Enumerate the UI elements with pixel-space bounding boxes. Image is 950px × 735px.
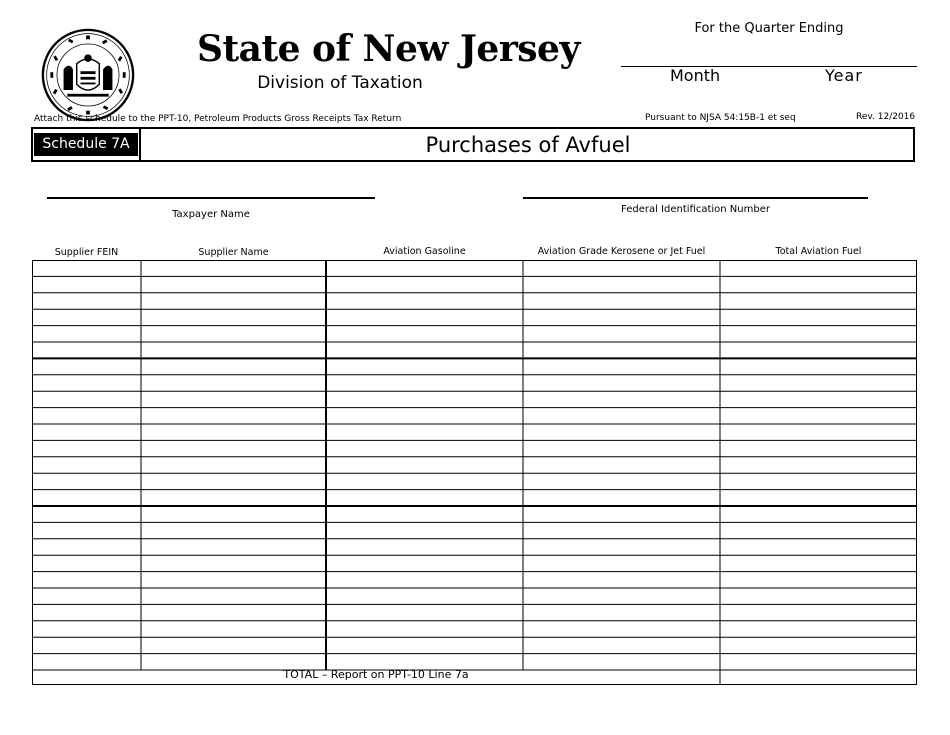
table-cell-input[interactable] [327, 458, 522, 472]
table-cell-input[interactable] [33, 343, 140, 357]
table-cell-input[interactable] [33, 277, 140, 291]
table-cell-input[interactable] [524, 589, 719, 603]
table-cell-input[interactable] [33, 589, 140, 603]
table-cell-input[interactable] [327, 327, 522, 341]
table-cell-input[interactable] [33, 294, 140, 308]
table-cell-input[interactable] [33, 638, 140, 652]
column-header-supplier-name: Supplier Name [198, 247, 269, 258]
table-cell-input[interactable] [721, 589, 916, 603]
total-aviation-fuel-input[interactable] [721, 671, 916, 684]
table-cell-input[interactable] [524, 277, 719, 291]
state-title: State of New Jersey [197, 28, 580, 70]
table-cell-input[interactable] [327, 556, 522, 570]
table-cell-input[interactable] [142, 409, 325, 423]
table-cell-input[interactable] [524, 392, 719, 406]
table-cell-input[interactable] [524, 556, 719, 570]
table-cell-input[interactable] [142, 638, 325, 652]
table-cell-input[interactable] [142, 294, 325, 308]
table-cell-input[interactable] [524, 638, 719, 652]
table-cell-input[interactable] [142, 310, 325, 324]
table-cell-input[interactable] [721, 310, 916, 324]
table-cell-input[interactable] [142, 425, 325, 439]
table-cell-input[interactable] [721, 327, 916, 341]
table-cell-input[interactable] [327, 474, 522, 488]
table-cell-input[interactable] [33, 425, 140, 439]
table-cell-input[interactable] [327, 523, 522, 537]
fein-field[interactable] [523, 197, 868, 199]
table-cell-input[interactable] [142, 261, 325, 275]
table-cell-input[interactable] [33, 556, 140, 570]
table-cell-input[interactable] [721, 655, 916, 669]
table-cell-input[interactable] [33, 507, 140, 521]
table-cell-input[interactable] [524, 474, 719, 488]
table-cell-input[interactable] [721, 458, 916, 472]
table-cell-input[interactable] [524, 376, 719, 390]
column-header-supplier-fein: Supplier FEIN [54, 247, 119, 258]
table-cell-input[interactable] [142, 556, 325, 570]
table-cell-input[interactable] [327, 261, 522, 275]
table-cell-input[interactable] [142, 605, 325, 619]
table-cell-input[interactable] [142, 622, 325, 636]
table-cell-input[interactable] [142, 573, 325, 587]
table-cell-input[interactable] [33, 474, 140, 488]
attach-note: Attach this schedule to the PPT-10, Petroleum Products Gross Receipts Tax Return [34, 114, 402, 124]
table-cell-input[interactable] [142, 327, 325, 341]
column-header-jet-fuel: Aviation Grade Kerosene or Jet Fuel [537, 246, 706, 257]
table-cell-input[interactable] [721, 277, 916, 291]
table-cell-input[interactable] [142, 441, 325, 455]
table-cell-input[interactable] [142, 392, 325, 406]
table-cell-input[interactable] [327, 425, 522, 439]
table-cell-input[interactable] [721, 425, 916, 439]
table-cell-input[interactable] [142, 523, 325, 537]
table-cell-input[interactable] [524, 310, 719, 324]
table-cell-input[interactable] [721, 392, 916, 406]
table-cell-input[interactable] [33, 441, 140, 455]
table-cell-input[interactable] [327, 638, 522, 652]
table-cell-input[interactable] [33, 310, 140, 324]
table-cell-input[interactable] [327, 343, 522, 357]
table-cell-input[interactable] [142, 359, 325, 373]
revision-note: Rev. 12/2016 [856, 112, 916, 122]
table-cell-input[interactable] [327, 277, 522, 291]
table-cell-input[interactable] [33, 540, 140, 554]
taxpayer-name-field[interactable] [47, 197, 375, 199]
table-cell-input[interactable] [142, 589, 325, 603]
table-cell-input[interactable] [327, 359, 522, 373]
table-cell-input[interactable] [33, 261, 140, 275]
table-cell-input[interactable] [721, 556, 916, 570]
table-cell-input[interactable] [721, 523, 916, 537]
table-cell-input[interactable] [721, 441, 916, 455]
table-cell-input[interactable] [327, 392, 522, 406]
table-cell-input[interactable] [524, 507, 719, 521]
table-cell-input[interactable] [524, 622, 719, 636]
table-cell-input[interactable] [524, 458, 719, 472]
table-cell-input[interactable] [721, 605, 916, 619]
quarter-ending-field[interactable] [621, 66, 917, 67]
table-cell-input[interactable] [33, 458, 140, 472]
table-cell-input[interactable] [721, 376, 916, 390]
table-cell-input[interactable] [524, 441, 719, 455]
state-seal-icon [41, 28, 135, 122]
table-cell-input[interactable] [524, 605, 719, 619]
table-cell-input[interactable] [33, 622, 140, 636]
table-cell-input[interactable] [524, 573, 719, 587]
table-cell-input[interactable] [327, 540, 522, 554]
table-cell-input[interactable] [327, 409, 522, 423]
table-cell-input[interactable] [142, 343, 325, 357]
table-cell-input[interactable] [721, 261, 916, 275]
table-cell-input[interactable] [327, 294, 522, 308]
table-cell-input[interactable] [721, 573, 916, 587]
table-cell-input[interactable] [524, 425, 719, 439]
table-cell-input[interactable] [721, 638, 916, 652]
table-cell-input[interactable] [142, 474, 325, 488]
table-cell-input[interactable] [142, 458, 325, 472]
quarter-ending-label: For the Quarter Ending [694, 21, 844, 36]
table-cell-input[interactable] [33, 491, 140, 505]
table-cell-input[interactable] [721, 622, 916, 636]
division-name: Division of Taxation [257, 73, 423, 93]
table-cell-input[interactable] [33, 409, 140, 423]
table-cell-input[interactable] [524, 655, 719, 669]
table-cell-input[interactable] [721, 409, 916, 423]
schedule-badge: Schedule 7A [33, 132, 139, 157]
taxpayer-name-label: Taxpayer Name [172, 209, 250, 220]
table-cell-input[interactable] [142, 277, 325, 291]
table-cell-input[interactable] [33, 655, 140, 669]
pursuant-note: Pursuant to NJSA 54:15B-1 et seq [645, 113, 796, 123]
table-cell-input[interactable] [327, 655, 522, 669]
table-cell-input[interactable] [721, 507, 916, 521]
table-cell-input[interactable] [524, 343, 719, 357]
table-cell-input[interactable] [327, 376, 522, 390]
table-cell-input[interactable] [327, 605, 522, 619]
table-cell-input[interactable] [33, 523, 140, 537]
table-cell-input[interactable] [33, 605, 140, 619]
table-cell-input[interactable] [721, 294, 916, 308]
total-row-label: TOTAL – Report on PPT-10 Line 7a [283, 668, 469, 681]
table-cell-input[interactable] [524, 261, 719, 275]
column-header-total-aviation-fuel: Total Aviation Fuel [775, 246, 862, 257]
table-cell-input[interactable] [524, 327, 719, 341]
table-cell-input[interactable] [33, 573, 140, 587]
table-cell-input[interactable] [142, 540, 325, 554]
table-cell-input[interactable] [142, 376, 325, 390]
table-cell-input[interactable] [524, 523, 719, 537]
table-cell-input[interactable] [721, 474, 916, 488]
table-cell-input[interactable] [327, 573, 522, 587]
month-label: Month [670, 66, 721, 85]
table-cell-input[interactable] [33, 327, 140, 341]
table-cell-input[interactable] [33, 392, 140, 406]
table-cell-input[interactable] [327, 622, 522, 636]
table-cell-input[interactable] [524, 491, 719, 505]
table-cell-input[interactable] [33, 359, 140, 373]
table-cell-input[interactable] [142, 507, 325, 521]
table-cell-input[interactable] [524, 294, 719, 308]
fein-label: Federal Identification Number [621, 204, 770, 215]
year-label: Year [825, 66, 863, 85]
table-cell-input[interactable] [524, 409, 719, 423]
table-cell-input[interactable] [721, 491, 916, 505]
table-cell-input[interactable] [721, 343, 916, 357]
table-cell-input[interactable] [327, 491, 522, 505]
table-cell-input[interactable] [327, 441, 522, 455]
table-cell-input[interactable] [327, 507, 522, 521]
table-cell-input[interactable] [524, 540, 719, 554]
table-cell-input[interactable] [721, 359, 916, 373]
page-title: Purchases of Avfuel [425, 133, 631, 157]
table-cell-input[interactable] [327, 310, 522, 324]
table-cell-input[interactable] [524, 359, 719, 373]
table-cell-input[interactable] [721, 540, 916, 554]
table-cell-input[interactable] [33, 376, 140, 390]
table-cell-input[interactable] [142, 491, 325, 505]
column-header-aviation-gasoline: Aviation Gasoline [383, 246, 466, 257]
table-cell-input[interactable] [327, 589, 522, 603]
purchases-table [32, 260, 917, 685]
table-cell-input[interactable] [142, 655, 325, 669]
